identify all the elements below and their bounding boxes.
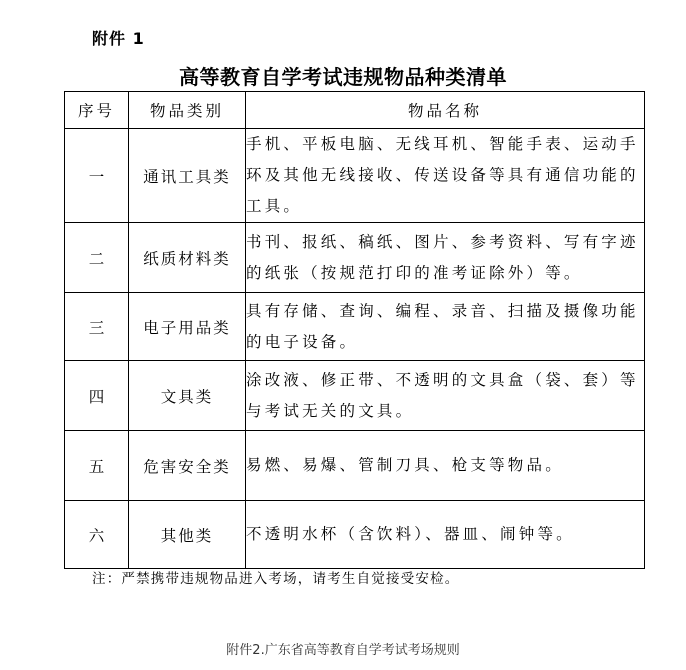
header-serial-number: 序号 [65, 92, 129, 129]
table-note: 注：严禁携带违规物品进入考场，请考生自觉接受安检。 [92, 571, 460, 587]
row-items: 具有存储、查询、编程、录音、扫描及摄像功能的电子设备。 [246, 293, 645, 361]
table-header-row [65, 92, 645, 129]
table-row [65, 293, 645, 361]
table-row [65, 361, 645, 431]
row-items: 书刊、报纸、稿纸、图片、参考资料、写有字迹的纸张（按规范打印的准考证除外）等。 [246, 223, 645, 293]
row-serial-number: 二 [65, 223, 129, 293]
row-items: 涂改液、修正带、不透明的文具盒（袋、套）等与考试无关的文具。 [246, 361, 645, 431]
header-item-names: 物品名称 [246, 92, 645, 129]
row-serial-number: 四 [65, 361, 129, 431]
row-category: 其他类 [129, 501, 246, 569]
table-row [65, 431, 645, 501]
row-items: 易燃、易爆、管制刀具、枪支等物品。 [246, 431, 645, 501]
document-title: 高等教育自学考试违规物品种类清单 [179, 65, 507, 89]
row-category: 危害安全类 [129, 431, 246, 501]
footer-caption: 附件2.广东省高等教育自学考试考场规则 [226, 643, 460, 658]
row-category: 文具类 [129, 361, 246, 431]
row-category: 纸质材料类 [129, 223, 246, 293]
row-serial-number: 六 [65, 501, 129, 569]
row-category: 通讯工具类 [129, 129, 246, 223]
table-row [65, 501, 645, 569]
table-row [65, 223, 645, 293]
attachment-label: 附件 1 [92, 29, 145, 48]
row-items: 不透明水杯（含饮料）、器皿、闹钟等。 [246, 501, 645, 569]
row-items: 手机、平板电脑、无线耳机、智能手表、运动手环及其他无线接收、传送设备等具有通信功能的工具。 [246, 129, 645, 223]
row-category: 电子用品类 [129, 293, 246, 361]
header-item-category: 物品类别 [129, 92, 246, 129]
prohibited-items-table [64, 91, 645, 569]
row-serial-number: 五 [65, 431, 129, 501]
row-serial-number: 一 [65, 129, 129, 223]
table-row [65, 129, 645, 223]
row-serial-number: 三 [65, 293, 129, 361]
